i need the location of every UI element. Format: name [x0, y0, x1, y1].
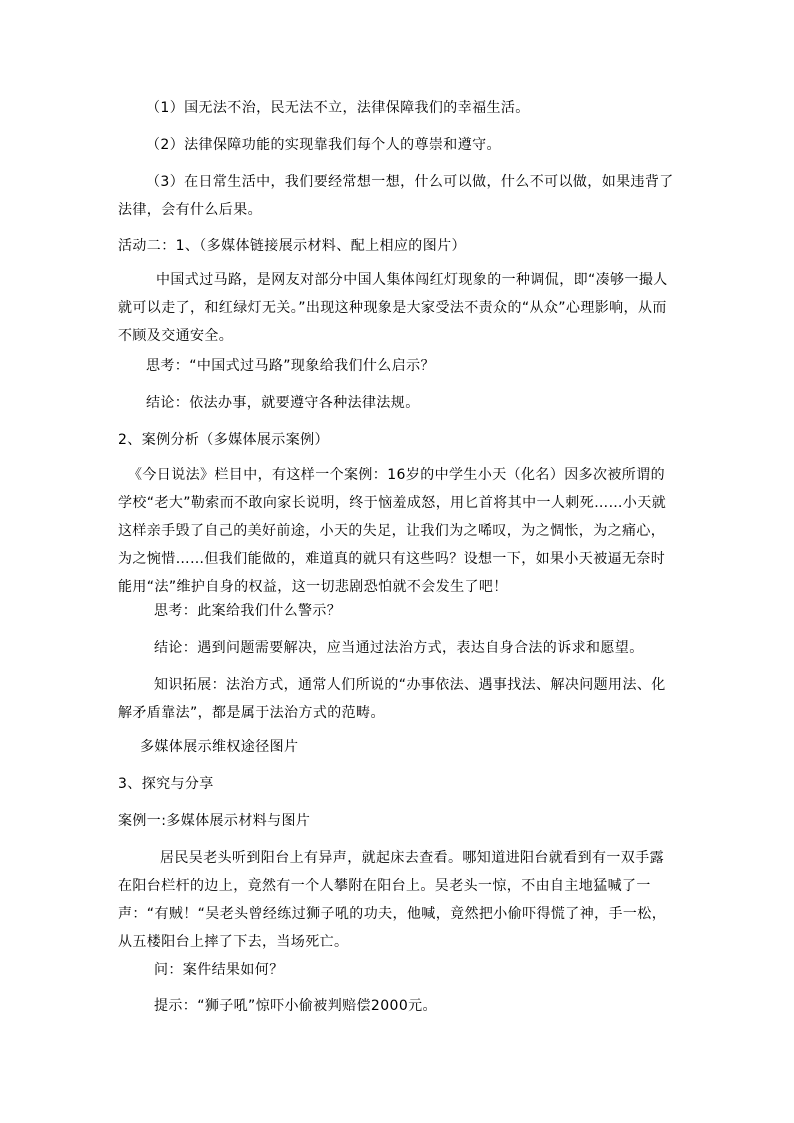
case-one-heading: 案例一:多媒体展示材料与图片 [118, 813, 311, 829]
paragraph-thief-story: 居民吴老头听到阳台上有异声，就起床去查看。哪知道进阳台就看到有一双手露在阳台栏杆的边上，竟然有一个人攀附在阳台上。吴老头一惊，不由自主地猛喊了一声：“有贼！“吴老头曾经练过狮子吼的功夫，他喊，竟然把小偷吓得慌了神，手一松，从五楼阳台上摔了下去，当场死亡。 [118, 850, 667, 950]
paragraph-question-result: 问：案件结果如何？ [154, 962, 284, 978]
paragraph-think-consequences: （3）在日常生活中，我们要经常想一想，什么可以做，什么不可以做，如果违背了法律，会有什么后果。 [118, 174, 674, 218]
paragraph-law-protects-life: （1）国无法不治，民无法不立，法律保障我们的幸福生活。 [146, 100, 530, 116]
paragraph-think-crossing: 思考：“中国式过马路”现象给我们什么启示？ [146, 358, 435, 374]
paragraph-think-warning: 思考：此案给我们什么警示？ [154, 603, 342, 619]
explore-share-heading: 3、探究与分享 [118, 776, 214, 792]
paragraph-case-story: 《今日说法》栏目中，有这样一个案例：16岁的中学生小天（化名）因多次被所谓的学校“老大”勒索而不敢向家长说明，终于恼羞成怒，用匕首将其中一人刺死……小天就这样亲手毁了自己的美好前途，小天的失足，让我们为之唏叹，为之惆怅，为之痛心，为之惋惜……但我们能做的，难道真的就只有这些吗？设想一下，如果小天被逼无奈时能用“法”维护自身的权益，这一切悲剧恐怕就不会发生了吧！ [118, 467, 667, 595]
paragraph-knowledge-extension: 知识拓展：法治方式，通常人们所说的“办事依法、遇事找法、解决问题用法、化解矛盾靠法”，都是属于法治方式的范畴。 [118, 677, 666, 721]
paragraph-law-respect: （2）法律保障功能的实现靠我们每个人的尊崇和遵守。 [146, 137, 501, 153]
paragraph-conclusion-obey-laws: 结论：依法办事，就要遵守各种法律法规。 [146, 395, 420, 411]
paragraph-conclusion-legal-means: 结论：遇到问题需要解决，应当通过法治方式，表达自身合法的诉求和愿望。 [154, 640, 644, 656]
paragraph-chinese-style-crossing: 中国式过马路，是网友对部分中国人集体闯红灯现象的一种调侃，即“凑够一撮人就可以走了，和红绿灯无关。”出现这种现象是大家受法不责众的“从众”心理影响，从而不顾及交通安全。 [118, 272, 668, 344]
paragraph-rights-pictures: 多媒体展示维权途径图片 [140, 739, 299, 755]
case-analysis-heading: 2、案例分析（多媒体展示案例） [118, 432, 329, 448]
activity-two-heading: 活动二：1、（多媒体链接展示材料、配上相应的图片） [118, 238, 466, 254]
paragraph-hint-compensation: 提示：“狮子吼”惊吓小偷被判赔偿2000元。 [154, 998, 437, 1014]
